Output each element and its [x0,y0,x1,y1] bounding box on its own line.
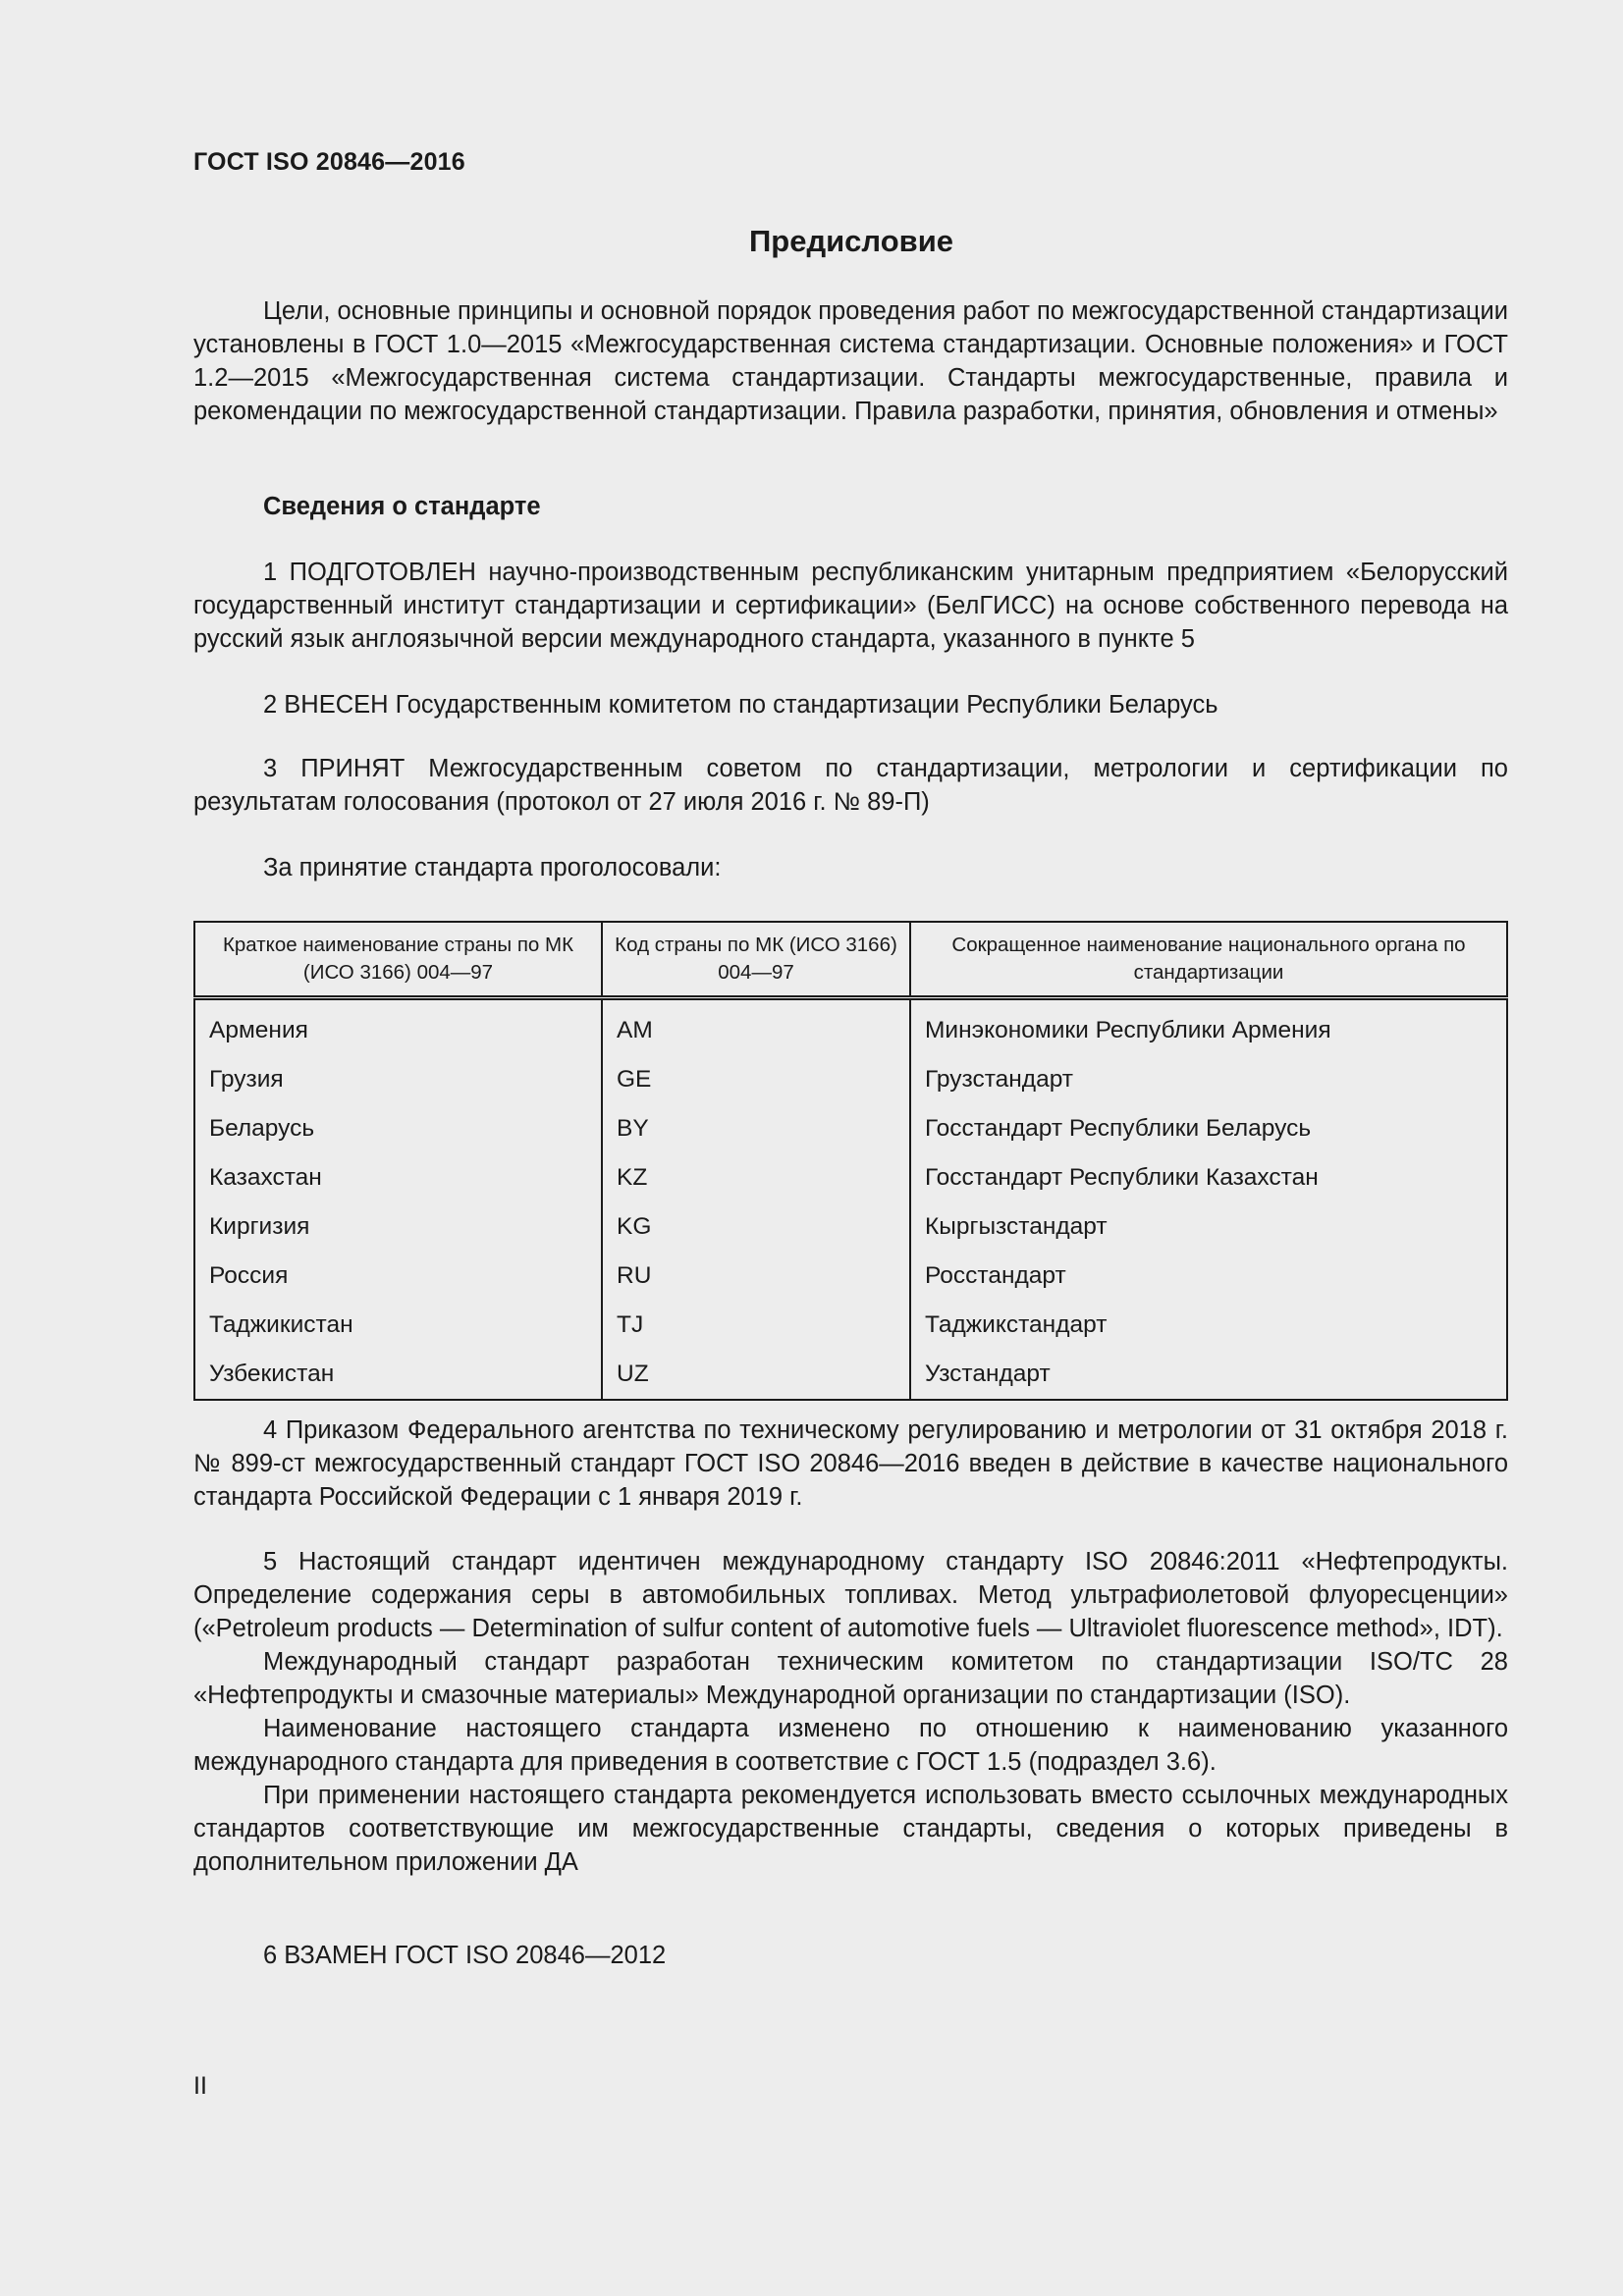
item-4-paragraph: 4 Приказом Федерального агентства по техническому регулированию и метрологии от 31 октября 2018 г. № 899-ст межгосударственный стандарт ГОСТ ISO 20846—2016 введен в действие в качестве национального стандарта Российской Федерации с 1 января 2019 г. [193,1416,1508,1511]
document-code-header: ГОСТ ISO 20846—2016 [193,148,465,176]
body-cell: Таджикстандарт [910,1301,1507,1350]
body-cell: Кыргызстандарт [910,1202,1507,1252]
page-number: II [193,2072,207,2100]
table-row [194,1202,1507,1252]
code-cell: UZ [602,1350,910,1400]
body-cell: Росстандарт [910,1252,1507,1301]
voting-countries-table [193,921,1508,1401]
code-cell: AM [602,998,910,1056]
standard-info-heading: Сведения о стандарте [263,493,541,520]
code-cell: KZ [602,1153,910,1202]
country-cell: Беларусь [194,1104,602,1153]
item-5-paragraph-4: При применении настоящего стандарта рекомендуется использовать вместо ссылочных международных стандартов соответствующие им межгосударственные стандарты, сведения о которых приведены в дополнительном приложении ДА [193,1782,1508,1876]
table-row [194,1055,1507,1104]
table-header-body: Сокращенное наименование национального органа по стандартизации [910,922,1507,998]
country-cell: Таджикистан [194,1301,602,1350]
code-cell: BY [602,1104,910,1153]
body-cell: Узстандарт [910,1350,1507,1400]
page-title: Предисловие [748,224,953,258]
table-row [194,1153,1507,1202]
item-5-section [193,1545,1508,1879]
item-2-paragraph: 2 ВНЕСЕН Государственным комитетом по стандартизации Республики Беларусь [263,691,1218,719]
body-cell: Минэкономики Республики Армения [910,998,1507,1056]
item-6-paragraph: 6 ВЗАМЕН ГОСТ ISO 20846—2012 [263,1942,667,1969]
item-5-paragraph-2: Международный стандарт разработан техническим комитетом по стандартизации ISO/TC 28 «Нефтепродукты и смазочные материалы» Международной организации по стандартизации (ISO). [193,1648,1508,1709]
country-cell: Грузия [194,1055,602,1104]
item-5-paragraph-3: Наименование настоящего стандарта изменено по отношению к наименованию указанного международного стандарта для приведения в соответствие с ГОСТ 1.5 (подраздел 3.6). [193,1715,1508,1776]
code-cell: KG [602,1202,910,1252]
country-cell: Россия [194,1252,602,1301]
table-row [194,1301,1507,1350]
table-header-code: Код страны по МК (ИСО 3166) 004—97 [602,922,910,998]
intro-paragraph: Цели, основные принципы и основной порядок проведения работ по межгосударственной стандартизации установлены в ГОСТ 1.0—2015 «Межгосударственная система стандартизации. Основные положения» и ГОСТ 1.2—2015 «Межгосударственная система стандартизации. Стандарты межгосударственные, правила и рекомендации по межгосударственной стандартизации. Правила разработки, принятия, обновления и отмены» [193,297,1508,425]
table-row [194,1350,1507,1400]
table-row [194,1252,1507,1301]
table-row [194,1104,1507,1153]
code-cell: TJ [602,1301,910,1350]
country-cell: Узбекистан [194,1350,602,1400]
body-cell: Грузстандарт [910,1055,1507,1104]
body-cell: Госстандарт Республики Беларусь [910,1104,1507,1153]
country-cell: Казахстан [194,1153,602,1202]
country-cell: Киргизия [194,1202,602,1252]
voted-label: За принятие стандарта проголосовали: [263,854,722,881]
code-cell: GE [602,1055,910,1104]
table-header-country: Краткое наименование страны по МК (ИСО 3166) 004—97 [194,922,602,998]
code-cell: RU [602,1252,910,1301]
item-3-paragraph: 3 ПРИНЯТ Межгосударственным советом по стандартизации, метрологии и сертификации по результатам голосования (протокол от 27 июля 2016 г. № 89-П) [193,755,1508,816]
table-header-row [194,922,1507,998]
country-cell: Армения [194,998,602,1056]
body-cell: Госстандарт Республики Казахстан [910,1153,1507,1202]
table-row [194,998,1507,1056]
item-5-paragraph-1: 5 Настоящий стандарт идентичен международному стандарту ISO 20846:2011 «Нефтепродукты. Определение содержания серы в автомобильных топливах. Метод ультрафиолетовой флуоресценции» («Petroleum products — Determination of sulfur content of automotive fuels — Ultraviolet fluorescence method», IDT). [193,1548,1508,1642]
item-1-paragraph: 1 ПОДГОТОВЛЕН научно-производственным республиканским унитарным предприятием «Белорусский государственный институт стандартизации и сертификации» (БелГИСС) на основе собственного перевода на русский язык англоязычной версии международного стандарта, указанного в пункте 5 [193,559,1508,653]
